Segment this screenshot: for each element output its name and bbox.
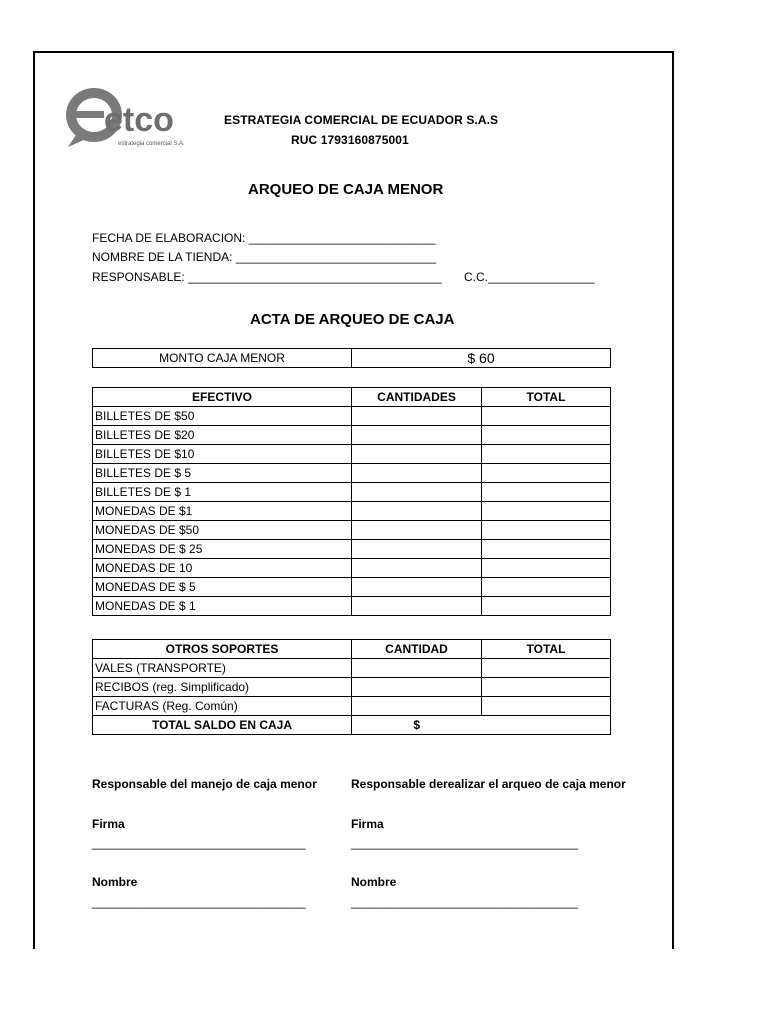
total-cell[interactable] [482, 659, 611, 678]
row-label: RECIBOS (reg. Simplificado) [93, 678, 352, 697]
total-row [93, 716, 611, 735]
right-firma-line: __________________________________ [351, 836, 578, 850]
soportes-table [92, 639, 611, 735]
table-row [93, 678, 611, 697]
cantidad-cell[interactable] [352, 483, 482, 502]
cantidad-cell[interactable] [352, 540, 482, 559]
total-cell[interactable] [482, 678, 611, 697]
fecha-field: FECHA DE ELABORACION: ____________________________ [92, 231, 436, 245]
svg-text:estrategia comercial S.A.: estrategia comercial S.A. [118, 141, 185, 147]
total-cell[interactable] [482, 540, 611, 559]
etco-logo [64, 85, 192, 153]
monto-table [92, 348, 611, 368]
total-cell[interactable] [482, 521, 611, 540]
table-row [93, 502, 611, 521]
cantidad-cell[interactable] [352, 578, 482, 597]
cantidad-cell[interactable] [352, 464, 482, 483]
row-label: MONEDAS DE $ 25 [93, 540, 352, 559]
table-row [93, 464, 611, 483]
left-signature-title: Responsable del manejo de caja menor [92, 777, 317, 791]
left-nombre-label: Nombre [92, 875, 138, 889]
cantidad-cell[interactable] [352, 597, 482, 616]
right-nombre-label: Nombre [351, 875, 397, 889]
total-cell[interactable] [482, 426, 611, 445]
row-label: MONEDAS DE $1 [93, 502, 352, 521]
cantidad-cell[interactable] [352, 697, 482, 716]
efectivo-header: EFECTIVO [93, 388, 352, 407]
total-cell[interactable] [482, 697, 611, 716]
table-row [93, 697, 611, 716]
row-label: MONEDAS DE $ 5 [93, 578, 352, 597]
total-cell[interactable] [482, 578, 611, 597]
row-label: BILLETES DE $10 [93, 445, 352, 464]
table-row [93, 659, 611, 678]
total-cell[interactable] [482, 559, 611, 578]
row-label: FACTURAS (Reg. Común) [93, 697, 352, 716]
total-saldo-value: $ [352, 716, 482, 735]
right-firma-label: Firma [351, 817, 384, 831]
cantidades-header: CANTIDADES [352, 388, 482, 407]
cantidad-cell[interactable] [352, 445, 482, 464]
tienda-field: NOMBRE DE LA TIENDA: ______________________________ [92, 250, 437, 264]
acta-title: ACTA DE ARQUEO DE CAJA [250, 311, 455, 328]
cantidad-cell[interactable] [352, 659, 482, 678]
total-saldo-empty [482, 716, 611, 735]
total-saldo-label: TOTAL SALDO EN CAJA [93, 716, 352, 735]
table-row [93, 597, 611, 616]
doc-title: ARQUEO DE CAJA MENOR [248, 181, 444, 198]
table-row [93, 407, 611, 426]
total-cell[interactable] [482, 464, 611, 483]
table-row [93, 426, 611, 445]
svg-text:etco: etco [104, 101, 174, 139]
row-label: MONEDAS DE $50 [93, 521, 352, 540]
soportes-header-row [93, 640, 611, 659]
cantidad-cell[interactable] [352, 678, 482, 697]
total-cell[interactable] [482, 483, 611, 502]
left-firma-label: Firma [92, 817, 125, 831]
total-cell[interactable] [482, 445, 611, 464]
table-row [93, 559, 611, 578]
table-row [93, 578, 611, 597]
efectivo-header-row [93, 388, 611, 407]
right-signature-title: Responsable derealizar el arqueo de caja menor [351, 777, 626, 791]
table-row [93, 521, 611, 540]
row-label: MONEDAS DE 10 [93, 559, 352, 578]
table-row [93, 445, 611, 464]
row-label: BILLETES DE $ 1 [93, 483, 352, 502]
total-header: TOTAL [482, 640, 611, 659]
row-label: BILLETES DE $20 [93, 426, 352, 445]
cantidad-header: CANTIDAD [352, 640, 482, 659]
efectivo-table [92, 387, 611, 616]
company-ruc: RUC 1793160875001 [291, 133, 409, 147]
monto-value: $ 60 [352, 349, 611, 368]
cantidad-cell[interactable] [352, 407, 482, 426]
row-label: VALES (TRANSPORTE) [93, 659, 352, 678]
row-label: BILLETES DE $ 5 [93, 464, 352, 483]
company-name: ESTRATEGIA COMERCIAL DE ECUADOR S.A.S [224, 113, 499, 127]
row-label: BILLETES DE $50 [93, 407, 352, 426]
cc-field: C.C.________________ [464, 270, 595, 284]
cantidad-cell[interactable] [352, 559, 482, 578]
table-row [93, 540, 611, 559]
left-firma-line: ________________________________ [92, 836, 306, 850]
monto-label: MONTO CAJA MENOR [93, 349, 352, 368]
right-nombre-line: __________________________________ [351, 895, 578, 909]
responsable-field: RESPONSABLE: ______________________________________ [92, 270, 442, 284]
cantidad-cell[interactable] [352, 426, 482, 445]
total-cell[interactable] [482, 502, 611, 521]
left-nombre-line: ________________________________ [92, 895, 306, 909]
table-row [93, 483, 611, 502]
total-cell[interactable] [482, 407, 611, 426]
total-header: TOTAL [482, 388, 611, 407]
row-label: MONEDAS DE $ 1 [93, 597, 352, 616]
cantidad-cell[interactable] [352, 502, 482, 521]
otros-soportes-header: OTROS SOPORTES [93, 640, 352, 659]
cantidad-cell[interactable] [352, 521, 482, 540]
total-cell[interactable] [482, 597, 611, 616]
